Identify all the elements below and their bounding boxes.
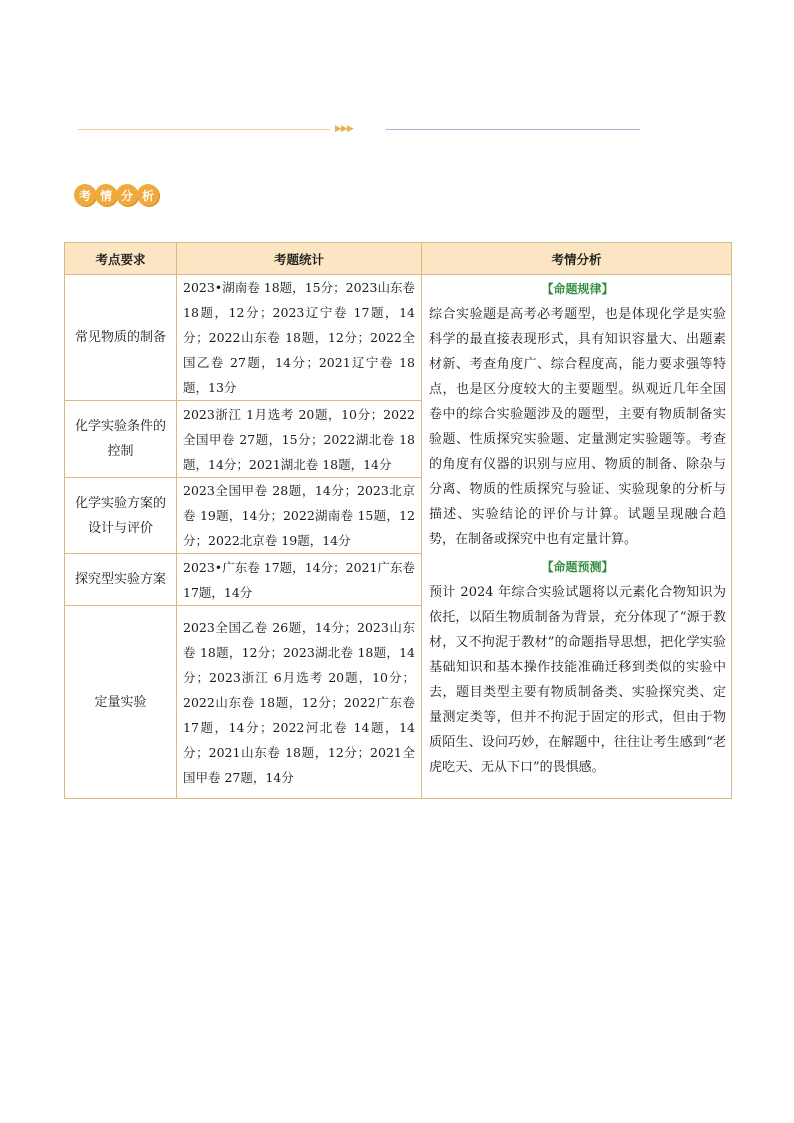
statistics-cell: 2023全国乙卷 26题，14分；2023山东卷 18题，12分；2023湖北卷 18题，14分；2023浙江 6月选考 20题，10分；2022山东卷 18题，12分；2022广东卷 17题，14分；2022河北卷 14题，14分；2021山东卷 18题，12分；2021全国甲卷 27题，14分: [177, 606, 422, 799]
arrows-icon: ▶▶▶: [335, 124, 353, 134]
requirement-cell: 常见物质的制备: [65, 275, 177, 401]
badge-char: 考: [74, 184, 96, 206]
badge-char: 析: [137, 184, 159, 206]
divider-line-left: [78, 129, 330, 130]
rule-title: 【命题规律】: [541, 282, 614, 296]
forecast-title: 【命题预测】: [541, 560, 614, 574]
badge-char: 分: [116, 184, 138, 206]
statistics-cell: 2023浙江 1月选考 20题，10分；2022全国甲卷 27题，15分；2022湖北卷 18题，14分；2021湖北卷 18题，14分: [177, 401, 422, 478]
header-analysis: 考情分析: [422, 243, 732, 275]
divider-line-right: [386, 129, 640, 130]
rule-text: 综合实验题是高考必考题型，也是体现化学是实验科学的最直接表现形式，具有知识容量大、出题素材新、考查角度广、综合程度高，能力要求强等特点，也是区分度较大的主要题型。纵观近几年全国卷中的综合实验题涉及的题型，主要有物质制备实验题、性质探究实验题、定量测定实验题等。考查的角度有仪器的识别与应用、物质的制备、除杂与分离、物质的性质探究与验证、实验现象的分析与描述、实验结论的评价与计算。试题呈现融合趋势，在制备或探究中也有定量计算。: [429, 307, 726, 547]
section-badge: [74, 182, 158, 208]
badge-char: 情: [95, 184, 117, 206]
requirement-cell: 定量实验: [65, 606, 177, 799]
header-requirement: 考点要求: [65, 243, 177, 275]
table-header-row: [65, 243, 732, 275]
statistics-cell: 2023全国甲卷 28题，14分；2023北京卷 19题，14分；2022湖南卷 15题，12分；2022北京卷 19题，14分: [177, 478, 422, 554]
requirement-cell: 化学实验方案的设计与评价: [65, 478, 177, 554]
analysis-cell: [422, 275, 732, 799]
statistics-cell: 2023•湖南卷 18题，15分；2023山东卷 18题，12分；2023辽宁卷 17题，14分；2022山东卷 18题，12分；2022全国乙卷 27题，14分；2021辽宁卷 18题，13分: [177, 275, 422, 401]
requirement-cell: 化学实验条件的控制: [65, 401, 177, 478]
exam-analysis-table: [64, 242, 732, 799]
statistics-cell: 2023•广东卷 17题，14分；2021广东卷 17题，14分: [177, 554, 422, 606]
forecast-text: 预计 2024 年综合实验试题将以元素化合物知识为依托，以陌生物质制备为背景，充分体现了“源于教材，又不拘泥于教材”的命题指导思想，把化学实验基础知识和基本操作技能准确迁移到类似的实验中去，题目类型主要有物质制备类、实验探究类、定量测定类等，但并不拘泥于固定的形式，但由于物质陌生、设问巧妙，在解题中，往往让考生感到“老虎吃天、无从下口”的畏惧感。: [429, 585, 726, 775]
table-row: [65, 275, 732, 401]
requirement-cell: 探究型实验方案: [65, 554, 177, 606]
header-divider: [78, 122, 640, 136]
header-statistics: 考题统计: [177, 243, 422, 275]
